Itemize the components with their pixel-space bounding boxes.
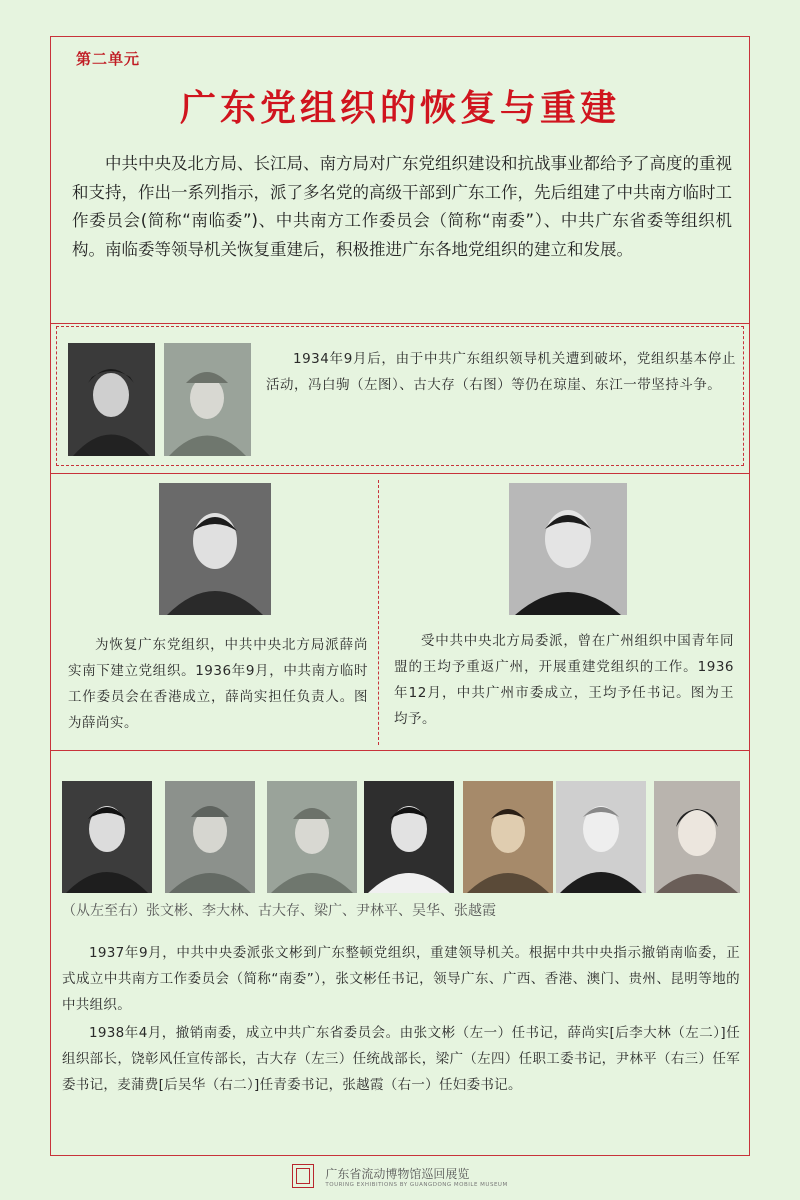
right-caption: 受中共中央北方局委派，曾在广州组织中国青年同盟的王均予重返广州，开展重建党组织的工作。1936年12月，中共广州市委成立，王均予任书记。图为王均予。: [394, 633, 734, 727]
portrait-photo: [654, 781, 740, 893]
divider-2: [50, 473, 750, 474]
portrait-photo: [463, 781, 553, 893]
portrait-photo: [165, 781, 255, 893]
divider-3: [50, 750, 750, 751]
section1-caption: 1934年9月后，由于中共广东组织领导机关遭到破坏，党组织基本停止活动，冯白驹（左图）、古大存（右图）等仍在琼崖、东江一带坚持斗争。: [266, 351, 736, 393]
footer: [0, 1164, 800, 1188]
portrait-photo: [267, 781, 357, 893]
left-caption: 为恢复广东党组织，中共中央北方局派薛尚实南下建立党组织。1936年9月，中共南方临时工作委员会在香港成立，薛尚实担任负责人。图为薛尚实。: [68, 637, 368, 731]
museum-logo-icon: [292, 1164, 314, 1188]
paragraph-1937: 1937年9月，中共中央委派张文彬到广东整顿党组织，重建领导机关。根据中共中央指示撤销南临委，正式成立中共南方工作委员会（简称“南委”），张文彬任书记，领导广东、广西、香港、澳门、贵州、昆明等地的中共组织。: [62, 945, 740, 1013]
portrait-photo: [68, 343, 155, 456]
footer-title: 广东省流动博物馆巡回展览: [325, 1166, 470, 1181]
paragraph-1938: 1938年4月，撤销南委，成立中共广东省委员会。由张文彬（左一）任书记，薛尚实[后李大林（左二）]任组织部长，饶彰风任宣传部长，古大存（左三）任统战部长，梁广（左四）任职工委书记，尹林平（右三）任军委书记，麦蒲费[后吴华（右二）]任青委书记，张越霞（右一）任妇委书记。: [62, 1025, 740, 1093]
divider-1: [50, 323, 750, 324]
footer-subtitle: TOURING EXHIBITIONS BY GUANGDONG MOBILE MUSEUM: [325, 1181, 508, 1188]
page-title: 广东党组织的恢复与重建: [179, 88, 620, 129]
unit-label: 第二单元: [76, 50, 141, 68]
portrait-photo: [159, 483, 271, 615]
portrait-photo: [164, 343, 251, 456]
portrait-photo: [509, 483, 627, 615]
intro-paragraph: 中共中央及北方局、长江局、南方局对广东党组织建设和抗战事业都给予了高度的重视和支持，作出一系列指示，派了多名党的高级干部到广东工作，先后组建了中共南方临时工作委员会(简称“南临委”)、中共南方工作委员会（简称“南委”）、中共广东省委等组织机构。南临委等领导机关恢复重建后，积极推进广东各地党组织的建立和发展。: [72, 154, 732, 259]
portrait-photo: [62, 781, 152, 893]
section2-divider: [378, 480, 379, 745]
names-caption: （从左至右）张文彬、李大林、古大存、梁广、尹林平、吴华、张越霞: [62, 903, 496, 919]
portrait-photo: [556, 781, 646, 893]
portrait-photo: [364, 781, 454, 893]
